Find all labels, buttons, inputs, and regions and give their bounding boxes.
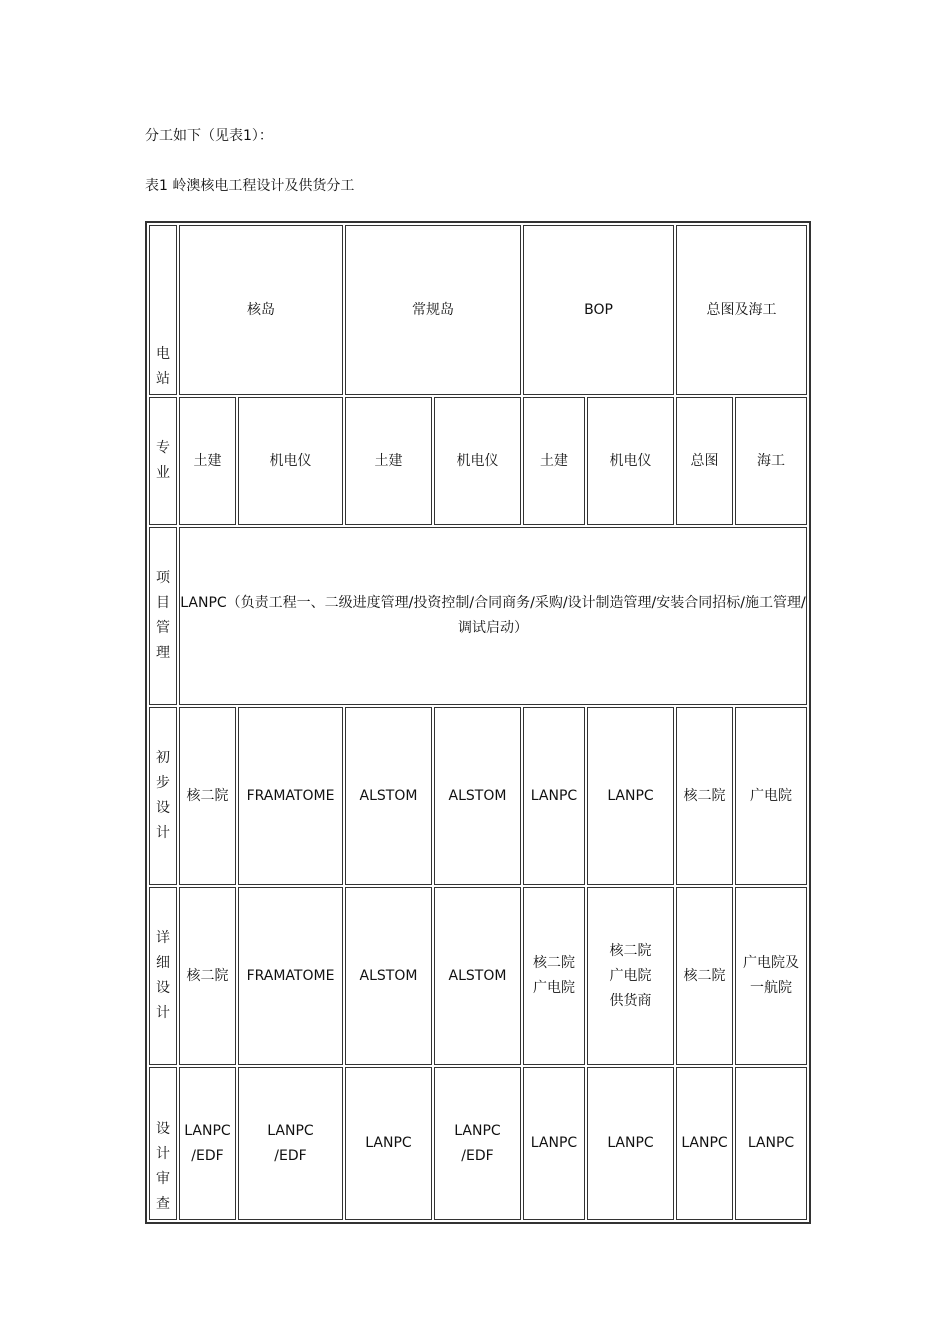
design-review-cell: LANPC: [345, 1067, 432, 1220]
row-header-specialty: 专 业: [149, 397, 177, 525]
design-review-cell: LANPC: [735, 1067, 807, 1220]
preliminary-design-cell: ALSTOM: [434, 707, 521, 885]
design-review-cell: LANPC: [523, 1067, 585, 1220]
detailed-design-cell: 核二院 广电院 供货商: [587, 887, 674, 1065]
table-caption: 表1 岭澳核电工程设计及供货分工: [145, 178, 355, 194]
preliminary-design-cell: LANPC: [523, 707, 585, 885]
design-review-cell: LANPC: [676, 1067, 733, 1220]
preliminary-design-cell: 广电院: [735, 707, 807, 885]
specialty-cell: 土建: [523, 397, 585, 525]
specialty-cell: 机电仪: [434, 397, 521, 525]
specialty-cell: 总图: [676, 397, 733, 525]
preliminary-design-cell: 核二院: [676, 707, 733, 885]
specialty-cell: 海工: [735, 397, 807, 525]
design-review-cell: LANPC: [587, 1067, 674, 1220]
preliminary-design-row: [149, 707, 807, 885]
preliminary-design-cell: 核二院: [179, 707, 236, 885]
preliminary-design-cell: LANPC: [587, 707, 674, 885]
station-bop: BOP: [523, 225, 674, 395]
row-header-detailed-design: 详 细 设 计: [149, 887, 177, 1065]
detailed-design-cell: FRAMATOME: [238, 887, 343, 1065]
design-review-cell: LANPC /EDF: [434, 1067, 521, 1220]
station-row: [149, 225, 807, 395]
detailed-design-cell: ALSTOM: [345, 887, 432, 1065]
row-header-design-review: 设 计 审 查: [149, 1067, 177, 1220]
row-header-preliminary-design: 初 步 设 计: [149, 707, 177, 885]
detailed-design-cell: 广电院及 一航院: [735, 887, 807, 1065]
specialty-cell: 机电仪: [238, 397, 343, 525]
intro-paragraph: 分工如下（见表1）：: [145, 128, 273, 144]
division-of-work-table: [145, 221, 811, 1224]
specialty-row: [149, 397, 807, 525]
station-conventional-island: 常规岛: [345, 225, 521, 395]
specialty-cell: 土建: [179, 397, 236, 525]
detailed-design-cell: 核二院: [676, 887, 733, 1065]
detailed-design-cell: ALSTOM: [434, 887, 521, 1065]
preliminary-design-cell: FRAMATOME: [238, 707, 343, 885]
design-review-cell: LANPC /EDF: [179, 1067, 236, 1220]
project-management-row: [149, 527, 807, 705]
detailed-design-row: [149, 887, 807, 1065]
project-management-cell: LANPC（负责工程一、二级进度管理/投资控制/合同商务/采购/设计制造管理/安装合同招标/施工管理/调试启动）: [179, 527, 807, 705]
specialty-cell: 土建: [345, 397, 432, 525]
station-nuclear-island: 核岛: [179, 225, 343, 395]
design-review-cell: LANPC /EDF: [238, 1067, 343, 1220]
design-review-row: [149, 1067, 807, 1220]
station-general-marine: 总图及海工: [676, 225, 807, 395]
row-header-project-management: 项 目 管 理: [149, 527, 177, 705]
detailed-design-cell: 核二院 广电院: [523, 887, 585, 1065]
specialty-cell: 机电仪: [587, 397, 674, 525]
row-header-station: 电 站: [149, 225, 177, 395]
preliminary-design-cell: ALSTOM: [345, 707, 432, 885]
detailed-design-cell: 核二院: [179, 887, 236, 1065]
